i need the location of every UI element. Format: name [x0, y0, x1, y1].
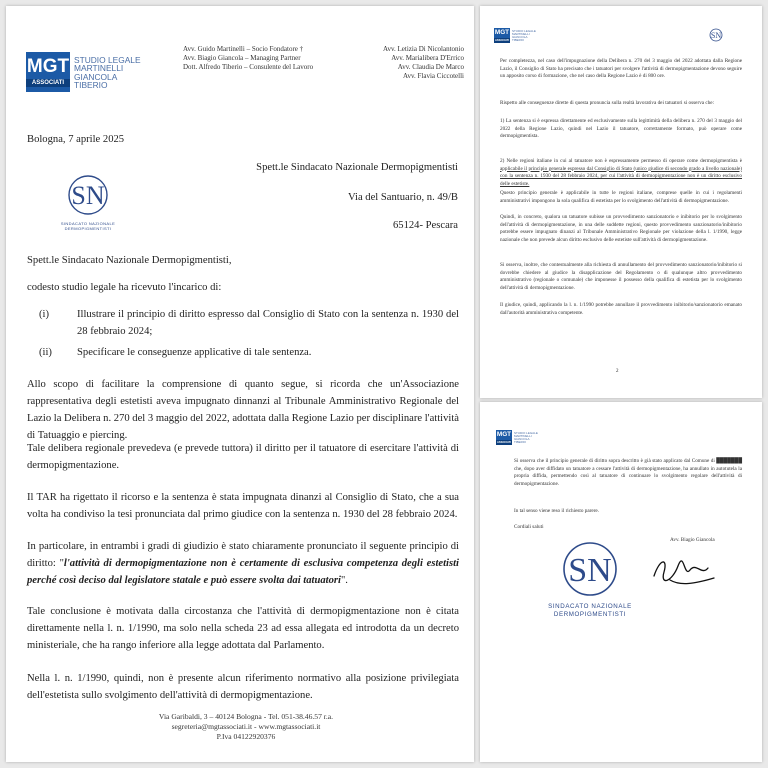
- recipient-address: Via del Santuario, n. 49/B: [348, 192, 458, 203]
- principle-end: ".: [340, 575, 348, 586]
- list-num: (i): [39, 309, 49, 320]
- mgt-logo: [26, 52, 70, 92]
- item-text: 2) Nelle regioni italiane in cui al tatuatore non è espressamente permesso di operare come dermopigmentista è: [500, 158, 742, 164]
- svg-text:SN: SN: [710, 31, 722, 40]
- partner-name: Dott. Alfredo Tiberio – Consulente del Lavoro: [183, 63, 314, 71]
- partner-name: Avv. Letizia Di Nicolantonio: [382, 45, 464, 53]
- list-item: [27, 344, 459, 361]
- paragraph: Nella l. n. 1/1990, quindi, non è presente alcun riferimento normativo alla posizione privilegiata dell'estetista sullo svolgimento dell'attività di dermopigmentazione.: [27, 673, 459, 701]
- paragraph: Si osserva che il principio generale di diritto sopra descritto è già stato applicato dal Comune di ███████ che, dopo aver diffidato un tatuatore a cessare l'attività di dermopigmentazione, ha annullato in autotutela la propria diffida, permettendo così al tatuatore di continuare lo svolgimento regolare dell'attività di dermopigmentazione.: [514, 458, 742, 487]
- partner-name: Avv. Guido Martinelli – Socio Fondatore †: [183, 45, 304, 53]
- footer-line: Via Garibaldi, 3 – 40124 Bologna - Tel. 051-38.46.57 r.a.: [158, 712, 334, 721]
- mgt-logo-mark: MGT: [26, 56, 70, 77]
- mgt-logo-sub: ASSOCIATI: [497, 441, 511, 444]
- logo-line: MARTINELLI: [514, 434, 532, 438]
- paragraph-principle: [27, 538, 459, 589]
- list-text: Illustrare il principio di diritto espresso dal Consiglio di Stato con la sentenza n. 1930 del 28 febbraio 2024;: [77, 309, 459, 337]
- mgt-logo-mark: MGT: [496, 431, 512, 438]
- union-logo-mark: [554, 540, 626, 598]
- recipient-city: 65124- Pescara: [392, 220, 458, 231]
- logo-line: MARTINELLI: [512, 32, 530, 36]
- list-item: [27, 306, 459, 340]
- footer-line: segreteria@mgtassociati.it - www.mgtassociati.it: [171, 722, 321, 731]
- page-number: 2: [616, 369, 619, 374]
- logo-line: TIBERIO: [514, 440, 527, 444]
- mgt-logo-name: [74, 56, 141, 90]
- letter-page-1: [6, 6, 474, 762]
- union-logo-mark: [62, 174, 114, 216]
- mgt-logo-sub: ASSOCIATI: [495, 39, 509, 42]
- paragraph: In tal senso viene reso il richiesto parere.: [514, 508, 599, 514]
- principle-quote: l'attività di dermopigmentazione non è certamente di esclusiva competenza degli estetisti perché così deciso dal legislatore statale e può essere svolta dai tatuatori: [27, 558, 460, 586]
- union-logo-text: [540, 603, 640, 619]
- mgt-logo: [496, 430, 512, 445]
- paragraph: Rispetto alle conseguenze dirette di questa pronuncia sulla realtà lavorativa dei tatuatori si osserva che:: [500, 100, 715, 106]
- partners-right: [376, 45, 464, 81]
- list-item: 1) La sentenza si è espressa direttamente ed esclusivamente sulla legittimità della delibera n. 270 del 3 maggio del 2022 della Regione Lazio, quindi nel Lazio il tatuatore, correttamente formato, può operare come dermopigmentista.: [500, 118, 742, 140]
- letter-page-2: [480, 6, 762, 398]
- mgt-logo-mark: MGT: [494, 29, 510, 36]
- salutation: Spett.le Sindacato Nazionale Dermopigmentisti,: [27, 255, 232, 266]
- footer-line: P.Iva 04122920376: [216, 732, 276, 741]
- signer-name: Avv. Biagio Giancola: [670, 537, 715, 543]
- letter-date: Bologna, 7 aprile 2025: [27, 134, 125, 145]
- logo-line: GIANCOLA: [74, 71, 118, 82]
- paragraph: Allo scopo di facilitare la comprensione di quanto segue, si ricorda che un'Associazione rappresentativa degli estetisti aveva impugnato dinnanzi al Tribunale Amministrativo Regionale del Lazio la Delibera n. 270 del 3 maggio del 2022, adottata dalla Regione Lazio per disciplinare l'attività di Tatuaggio e piercing.: [27, 379, 459, 441]
- svg-text:SN: SN: [568, 552, 612, 589]
- recipient-name: Spett.le Sindacato Nazionale Dermopigmentisti: [256, 162, 458, 173]
- mgt-logo-sub: ASSOCIATI: [26, 79, 70, 87]
- logo-line: GIANCOLA: [514, 437, 530, 441]
- logo-line: STUDIO LEGALE: [512, 29, 536, 33]
- principle-intro: In particolare, in entrambi i gradi di giudizio è stato chiaramente pronunciato il seguente principio di diritto: ": [27, 541, 459, 569]
- paragraph: Quindi, in concreto, qualora un tatuatore subisse un provvedimento sanzionatorio e inibitorio per lo svolgimento dell'attività di dermopigmentazione, in una delle suddette regioni, questo provvedimento sanzionatorio/inibitorio potrebbe essere impugnato dinanzi al Tribunale Amministrativo Regionale per violazione della l. 1/1990, legge nazionale che non prevede alcun diritto esclusivo delle estetiste sull'attività di dermopigmentazione.: [500, 214, 742, 243]
- list-item-underlined: [500, 158, 742, 188]
- union-logo: [540, 540, 640, 619]
- letter-page-3: [480, 402, 762, 762]
- logo-line: STUDIO LEGALE: [514, 431, 538, 435]
- logo-line: STUDIO LEGALE: [74, 55, 141, 65]
- logo-line: MARTINELLI: [74, 63, 124, 74]
- union-small-logo-mark: [708, 28, 724, 42]
- paragraph: Si osserva, inoltre, che contestualmente alla richiesta di annullamento del provvedimento sanzionatorio/inibitorio si dovrebbe chiedere al giudice la disapplicazione del Regolamento o di qualunque altro provvedimento amministrativo (regionale o comunale) che imponesse il possesso della qualifica di estetista per lo svolgimento dell'attività di dermopigmentazione.: [500, 262, 742, 291]
- list-text: Specificare le conseguenze applicative di tale sentenza.: [77, 347, 312, 358]
- partner-name: Avv. Marialibera D'Errico: [391, 54, 464, 62]
- partner-name: Avv. Claudia De Marco: [397, 63, 464, 71]
- mgt-logo-name: [512, 30, 536, 42]
- union-logo-text: SINDACATO NAZIONALE DERMOPIGMENTISTI: [60, 221, 116, 231]
- list-num: (ii): [39, 347, 52, 358]
- logo-line: TIBERIO: [512, 38, 525, 42]
- paragraph: Tale conclusione è motivata dalla circostanza che l'attività di dermopigmentazione non è citata direttamente nella l. n. 1/1990, ma solo nella scheda 23 ad essa allegata ed introdotta da un decreto ministeriale, che ha rango inferiore alla legge adottata dal Parlamento.: [27, 606, 459, 651]
- intro: codesto studio legale ha ricevuto l'incarico di:: [27, 282, 222, 293]
- letter-footer: [106, 712, 386, 742]
- paragraph: Per completezza, nel caso dell'impugnazione della Delibera n. 270 del 3 maggio del 2022 adottata dalla Regione Lazio, il Consiglio di Stato ha precisato che i tatuatori per svolgere l'attività di dermopigmentazione devono seguire un apposito corso di formazione, che nel caso della Regione Lazio è di 800 ore.: [500, 58, 742, 80]
- mgt-logo-name: [514, 432, 538, 444]
- mgt-logo: [494, 28, 510, 43]
- closing: Cordiali saluti: [514, 524, 544, 530]
- union-logo-line: SINDACATO NAZIONALE: [548, 603, 632, 610]
- partners-left: [183, 45, 313, 72]
- svg-text:SN: SN: [71, 181, 105, 210]
- signature-scribble: [650, 552, 720, 588]
- paragraph: Il giudice, quindi, applicando la l. n. 1/1990 potrebbe annullare il provvedimento inibitorio/sanzionatorio emanato dall'autorità amministrativa competente.: [500, 302, 742, 316]
- paragraph: Questo principio generale è applicabile in tutte le regioni italiane, comprese quelle in cui i regolamenti amministrativi impongono la sola qualifica di estetista per lo svolgimento dell'attività di dermopigmentazione.: [500, 190, 742, 204]
- partner-name: Avv. Flavia Ciccotelli: [402, 72, 464, 80]
- logo-line: TIBERIO: [74, 80, 108, 91]
- union-logo-line: DERMOPIGMENTISTI: [553, 611, 627, 618]
- item-underlined-text: applicabile il principio generale espresso dal Consiglio di Stato (unico giudice di secondo grado a livello nazionale) con la sentenza n. 1930 del 28 febbraio 2024, per cui l'attività di dermopigmentazione non è un diritto esclusivo delle estetiste.: [500, 165, 742, 187]
- partner-name: Avv. Biagio Giancola – Managing Partner: [183, 54, 301, 62]
- union-logo: [46, 174, 130, 234]
- logo-line: GIANCOLA: [512, 35, 528, 39]
- paragraph: Tale delibera regionale prevedeva (e prevede tuttora) il diritto per il tatuatore di esercitare l'attività di dermopigmentazione.: [27, 443, 459, 471]
- paragraph: Il TAR ha rigettato il ricorso e la sentenza è stata impugnata dinanzi al Consiglio di Stato, che a sua volta ha condiviso la tesi pronunciata dal primo giudice con la sentenza n. 1930 del 28 febbraio 2024.: [27, 492, 459, 520]
